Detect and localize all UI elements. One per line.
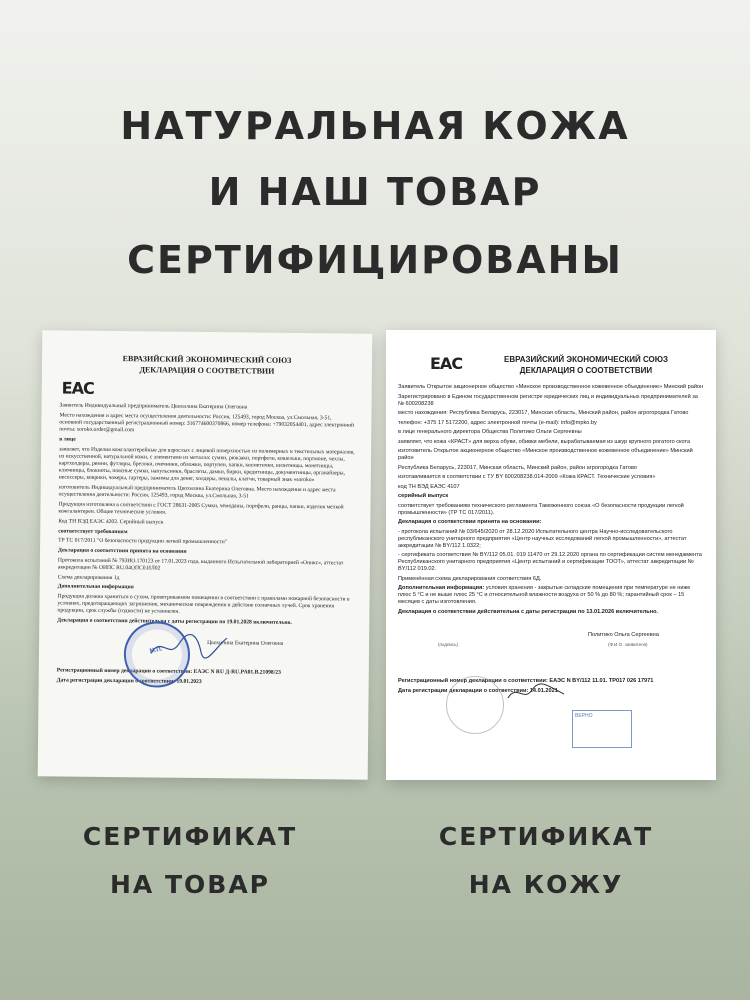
doc-tr-ts: ТР ТС 017/2011 "О безопасности продукции легкой промышленности" — [58, 537, 228, 546]
seal-label: М.П. — [149, 646, 163, 655]
doc-declares: заявляет, что кожа «КРАСТ» для верха обуви, обивки мебели, вырабатываемая из шкур крупного рогатого скота — [398, 438, 691, 445]
doc-serial: серийный выпуск — [398, 493, 449, 499]
doc-signatory: Политико Ольга Сергеевна — [588, 631, 659, 638]
doc-complies: соответствует требованиям технического регламента Таможенного союза «О безопасности продукции легкой промышленности» (ТР ТС 017/2011). — [398, 502, 684, 516]
doc-phone: телефон: +375 17 5172200, адрес электронной почты (e-mail): info@mpko.by — [398, 419, 597, 426]
doc-header-union: ЕВРАЗИЙСКИЙ ЭКОНОМИЧЕСКИЙ СОЮЗ — [503, 355, 669, 364]
doc-manufacturer: изготовитель Индивидуальный предприниматель Цвохилина Екатерина Олеговна. Место нахождения и адрес места осуществления деятельности: Россия, 125493, город Москва, ул.Смольная, 3-51 — [58, 484, 336, 500]
eac-mark: EAC — [61, 378, 94, 398]
doc-mfr-address: Республика Беларусь, 223017, Минская область, Минский район, район агрогородка Гатово — [398, 464, 637, 471]
doc-declares: заявляет, что Изделия кожгалантерейные для взрослых с лицевой поверхностью из полимерных и текстильных материалов, из искусственной, натуральной кожи, с элементами из металла: сумки, рюкзаки, портфели, кошельки, портмоне, чехлы, картхолдеры, ремни, футляры, брелоки, очечники, обложки, портупеи, папки, косметички, визитницы, монетницы, ключницы, блокноты, поясные сумки, напульсники, браслеты, дамки, бирки, кредитницы, документницы, органайзеры, несессеры, коврики, чокеры, гартеры, зажимы для денег, холдеры, пеналы, клатчи, товарный знак «soroko» — [58, 445, 355, 484]
doc-manufacturer: изготовитель Открытое акционерное общество «Минское производственное кожевенное объединение» Минский район — [398, 448, 693, 461]
eac-mark: EAC — [430, 354, 463, 373]
headline-line-3: СЕРТИФИЦИРОВАНЫ — [127, 238, 623, 282]
caption-left-line-1: СЕРТИФИКАТ — [82, 822, 298, 851]
doc-address: Место нахождения и адрес места осуществления деятельности: Россия, 125493, город Москва, ул.Смольная, 3-51, основной государственный регистрационный номер: 316774600370866, номер телефона: +79032054401, адрес электронной почты: soroko.order@gmail.com — [59, 412, 355, 434]
signature-scribble — [149, 631, 229, 662]
signature-scribble — [506, 682, 566, 704]
leather-certificate-document — [386, 330, 716, 780]
doc-header-union: ЕВРАЗИЙСКИЙ ЭКОНОМИЧЕСКИЙ СОЮЗ — [122, 354, 292, 365]
doc-basis-title: Декларация о соответствии принята на основании — [58, 547, 187, 555]
doc-extra: Продукция должна храниться в сухом, проветриваемом помещении в соответствии с правилами пожарной безопасности в условиях, предотвращающих загрязнение, механические повреждения и действие солнечных лучей. Срок хранения продукции, срок службы (годности) не установлен. — [57, 593, 350, 616]
caption-left-line-2: НА ТОВАР — [109, 870, 270, 899]
caption-right-line-2: НА КОЖУ — [468, 870, 624, 899]
doc-applicant: Заявитель Индивидуальный предприниматель Цвохилина Екатерина Олеговна — [59, 402, 248, 411]
doc-location: место нахождения: Республика Беларусь, 223017, Минская область, Минский район, район агрогородка Гатово — [398, 410, 689, 416]
doc-fio-label: (Ф.И.О. заявителя) — [608, 642, 648, 647]
caption-right-line-1: СЕРТИФИКАТ — [438, 822, 654, 851]
doc-extra-title: Дополнительная информация: — [398, 585, 485, 591]
doc-extra: условия хранения - закрытые складские помещения при температуре не ниже плюс 5 °С и не выше плюс 25 °С и относительной влажности воздуха от 50 % до 80 %; гарантийный срок – 15 месяцев с даты изготовления. — [398, 585, 691, 605]
stamp-label: ВЕРНО — [575, 713, 593, 719]
faint-seal-stamp — [446, 676, 504, 734]
doc-basis-2: - сертификата соответствия № BY/112 05.01. 019 11470 от 29.12.2020 органа по сертификации систем менеджмента Республиканского унитарного предприятия «Центр испытаний и сертификации ТООТ», аттестат аккредитации № BY/112 019.02. — [398, 552, 702, 572]
doc-in-person: в лице — [59, 436, 76, 443]
doc-complies: соответствует требованиям — [58, 528, 128, 535]
doc-reg-number: Регистрационный номер декларации о соответствии: ЕАЭС N RU Д-RU.PA01.B.21098/23 — [56, 667, 281, 677]
doc-registered: Зарегистрировано в Едином государственном регистре юридических лиц и индивидуальных предпринимателей за № 600208238 — [398, 393, 698, 407]
doc-scheme: Применённая схема декларирования соответствия 6Д. — [398, 575, 542, 582]
doc-header-title: ДЕКЛАРАЦИЯ О СООТВЕТСТВИИ — [519, 366, 653, 375]
product-certificate-document — [38, 330, 373, 779]
doc-signatory: Цвохилина Екатерина Олеговна — [207, 640, 284, 648]
doc-in-person: в лице генерального директора Общества Политико Ольги Сергеевны — [398, 429, 582, 435]
doc-extra-title: Дополнительная информация — [57, 583, 134, 591]
doc-reg-date: Дата регистрации декларации о соответствии: 19.01.2023 — [56, 677, 202, 686]
verified-stamp — [572, 710, 632, 748]
doc-valid: Декларация о соответствии действительна с даты регистрации по 13.01.2026 включительно. — [398, 608, 659, 615]
doc-reg-number: Регистрационный номер декларации о соответствии: ЕАЭС N BY/112 11.01. ТР017 026 17971 — [398, 678, 654, 684]
doc-reg-date: Дата регистрации декларации о соответствии: 14.01.2021 — [398, 687, 558, 694]
doc-protocol: Протокола испытаний № 793ИО.170123 от 17.01.2023 года, выданного Испытательной лабораторией «Оникс», аттестат аккредитации № ОИПС RU.04ОПС0.ИЛ02 — [57, 557, 344, 572]
doc-valid: Декларация о соответствии действительна с даты регистрации по 19.01.2028 включительно. — [57, 617, 292, 626]
doc-basis-1: - протокола испытаний № 03/645/2020 от 28.12.2020 Испытательного центра Научно-исследовательского республиканского унитарного предприятия «Центр научных исследований легкой промышленности», аттестат аккредитации № BY/112 1.0322; — [398, 528, 687, 549]
doc-header-title: ДЕКЛАРАЦИЯ О СООТВЕТСТВИИ — [139, 365, 275, 376]
doc-tn-ved: код ТН ВЭД ЕАЭС 4107 — [398, 483, 460, 490]
doc-tn-ved: Код ТН ВЭД ЕАЭС 4202. Серийный выпуск — [58, 518, 164, 526]
doc-basis-title: Декларация о соответствии принята на основании: — [398, 519, 542, 525]
doc-applicant: Заявитель Открытое акционерное общество «Минское производственное кожевенное объединение» Минский район — [398, 384, 704, 390]
doc-sign-label: (подпись) — [438, 642, 459, 647]
headline-line-1: НАТУРАЛЬНАЯ КОЖА — [120, 104, 630, 148]
headline-line-2: И НАШ ТОВАР — [208, 170, 542, 214]
doc-scheme: Схема декларирования 1д — [57, 574, 120, 581]
doc-product-made: Продукция изготовлена в соответствии с ГОСТ 28631-2005 Сумки, чемоданы, портфели, ранцы, папки, изделия мелкой кожгалантереи. Общие технические условия. — [58, 501, 344, 516]
doc-mfr-tu: изготавливается в соответствии с ТУ BY 600208238.014-2009 «Кожа КРАСТ. Технические условия» — [398, 474, 656, 480]
